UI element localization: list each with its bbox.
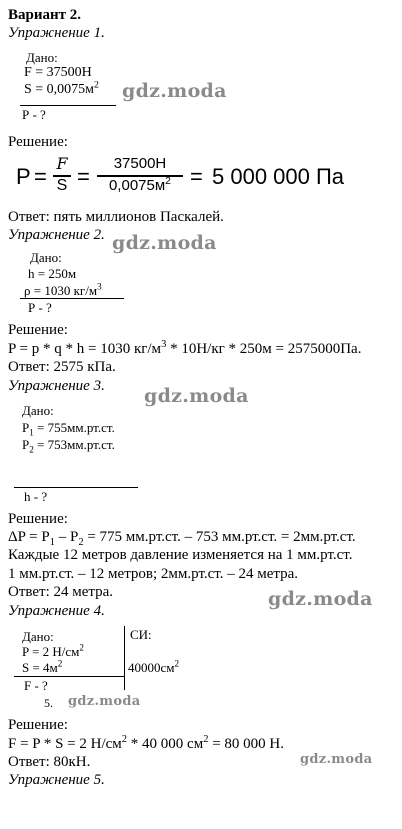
ex3-answer: Ответ: 24 метра.: [8, 584, 114, 600]
ex1-answer: Ответ: пять миллионов Паскалей.: [8, 209, 224, 225]
ex2-answer: Ответ: 2575 кПа.: [8, 359, 116, 375]
ex1-formula-eq3: =: [190, 164, 203, 189]
ex1-formula-eq2: =: [77, 164, 90, 189]
watermark: gdz.moda: [122, 80, 227, 102]
ex2-unknown: Р - ?: [28, 300, 52, 315]
variant-title: Вариант 2.: [8, 7, 82, 23]
ex4-si-divider: [124, 626, 125, 690]
ex4-given-s: $S = 4м^2$: [22, 658, 63, 675]
ex2-heading: Упражнение 2.: [8, 227, 105, 243]
ex1-given-separator: [20, 105, 116, 106]
ex1-given-f: F = 37500Н: [24, 65, 92, 80]
ex2-solution-label: Решение:: [8, 322, 68, 338]
ex1-formula-den-s: S: [56, 177, 68, 194]
ex1-formula-den-val: $0,0075м^2$: [108, 175, 172, 194]
ex1-heading: Упражнение 1.: [8, 25, 105, 41]
ex1-formula-num-val: 37500Н: [113, 155, 167, 172]
ex1-given-label: Дано:: [26, 50, 58, 65]
ex3-formula: $\Delta P = P_1 - P_2 = 775$ мм.рт.ст. – 753 мм.рт.ст. = 2мм.рт.ст.: [8, 529, 356, 548]
ex2-given-separator: [20, 298, 124, 299]
watermark: gdz.moda: [68, 694, 141, 709]
ex1-formula-p: P: [16, 164, 31, 189]
watermark: gdz.moda: [112, 232, 217, 254]
ex4-unknown: F - ?: [24, 678, 48, 693]
ex3-given-separator: [14, 487, 138, 488]
ex1-unknown: Р - ?: [22, 107, 46, 122]
watermark: gdz.moda: [144, 385, 249, 407]
ex3-given-label: Дано:: [22, 403, 54, 418]
ex1-formula-num-f: F: [56, 154, 68, 173]
ex1-solution-label: Решение:: [8, 134, 68, 150]
ex2-given-h: h = 250м: [28, 266, 77, 281]
ex4-si-label: СИ:: [130, 627, 152, 642]
ex3-unknown: h - ?: [24, 489, 48, 504]
ex3-heading: Упражнение 3.: [8, 378, 105, 394]
ex2-given-rho: ρ = 1030 $кг/м^3$: [24, 281, 102, 298]
ex1-formula-result: 5 000 000 Па: [212, 164, 345, 189]
ex4-solution-label: Решение:: [8, 717, 68, 733]
ex1-formula-eq1: =: [34, 164, 47, 189]
ex4-answer: Ответ: 80кН.: [8, 754, 91, 770]
ex4-given-label: Дано:: [22, 629, 54, 644]
ex2-formula: P = p * q * h = 1030 $кг/м^3 * 10Н/кг * 250м = 2575000Па$.: [8, 339, 362, 357]
ex3-given-p2: $P_2 = 753мм.рт.ст$.: [22, 437, 115, 455]
watermark: gdz.moda: [300, 752, 373, 767]
ex3-line1: Каждые 12 метров давление изменяется на 1 мм.рт.ст.: [8, 547, 353, 563]
ex4-formula: F = P * S = 2 $Н/см^2 * 40$ 000 $см^2 = 80$ 000 Н.: [8, 734, 284, 752]
watermark: gdz.moda: [268, 588, 373, 610]
ex3-line2: 1 мм.рт.ст. – 12 метров; 2мм.рт.ст. – 24 метра.: [8, 566, 299, 582]
ex2-given-label: Дано:: [30, 250, 62, 265]
ex4-si-value: $40000см^2$: [128, 658, 180, 675]
ex3-given-p1: $P_1 = 755мм.рт.ст$.: [22, 420, 115, 438]
ex4-heading: Упражнение 4.: [8, 603, 105, 619]
ex5-heading: Упражнение 5.: [8, 772, 105, 788]
ex4-stray-number: 5.: [44, 696, 53, 710]
ex1-given-s: $S = 0,0075м^2$: [24, 79, 99, 97]
ex4-given-p: P = 2 $Н/см^2$: [22, 642, 84, 659]
ex4-given-separator: [14, 676, 124, 677]
ex3-solution-label: Решение:: [8, 511, 68, 527]
